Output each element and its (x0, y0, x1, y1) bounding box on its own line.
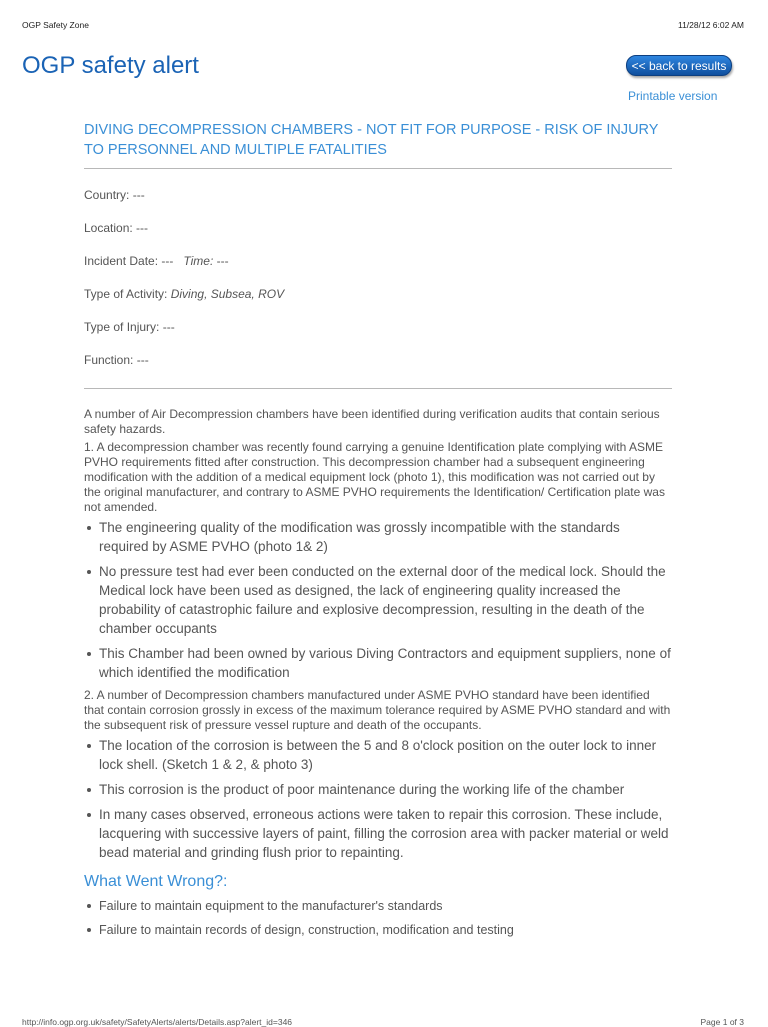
print-footer (22, 1017, 744, 1027)
field-country (84, 188, 672, 221)
list-item: Failure to maintain records of design, construction, modification and testing (84, 922, 672, 938)
finding-2-list (84, 736, 672, 862)
print-header (22, 20, 744, 30)
finding-2-paragraph: 2. A number of Decompression chambers manufactured under ASME PVHO standard have been identified that contain corrosion grossly in excess of the maximum tolerance required by ASME PVHO standard and with the subsequent risk of pressure vessel rupture and death of the occupants. (84, 688, 671, 732)
list-item: No pressure test had ever been conducted on the external door of the medical lock. Should the Medical lock have been used as designed, the lack of engineering quality increased the probability of catastrophic failure and explosive decompression, resulting in the death of the chamber occupants (84, 562, 672, 638)
list-item: This corrosion is the product of poor maintenance during the working life of the chamber (84, 780, 672, 799)
list-item: This Chamber had been owned by various Diving Contractors and equipment suppliers, none of which identified the modification (84, 644, 672, 682)
field-label: Time: (183, 254, 214, 268)
field-value: --- (136, 353, 149, 367)
field-activity (84, 287, 672, 320)
list-item: The engineering quality of the modification was grossly incompatible with the standards required by ASME PVHO (photo 1& 2) (84, 518, 672, 556)
what-went-wrong-list (84, 898, 672, 938)
print-header-datetime: 11/28/12 6:02 AM (677, 20, 744, 30)
field-value: --- (162, 320, 175, 334)
field-location (84, 221, 672, 254)
finding-1-list (84, 518, 672, 682)
field-value: --- (136, 221, 149, 235)
field-incident-date (84, 254, 672, 287)
field-label: Function: (84, 353, 134, 367)
field-value: --- (132, 188, 145, 202)
field-label: Type of Activity: (84, 287, 168, 301)
back-to-results-button[interactable]: << back to results (626, 55, 732, 76)
field-label: Country: (84, 188, 130, 202)
incident-fields (84, 188, 672, 386)
finding-1-paragraph: 1. A decompression chamber was recently found carrying a genuine Identification plate complying with ASME PVHO requirements fitted after construction. This decompression chamber had a subsequent engineering modification with the addition of a medical equipment lock (photo 1), this modification was not carried out by the original manufacturer, and contrary to ASME PVHO requirements the Identification/ Certification plate was not amended. (84, 440, 665, 514)
print-footer-url: http://info.ogp.org.uk/safety/SafetyAlerts/alerts/Details.asp?alert_id=346 (22, 1017, 293, 1027)
field-label: Incident Date: (84, 254, 159, 268)
alert-title: DIVING DECOMPRESSION CHAMBERS - NOT FIT FOR PURPOSE - RISK OF INJURY TO PERSONNEL AND MULTIPLE FATALITIES (84, 122, 659, 158)
list-item: Failure to maintain equipment to the manufacturer's standards (84, 898, 672, 914)
list-item: In many cases observed, erroneous actions were taken to repair this corrosion. These include, lacquering with successive layers of paint, filling the corrosion area with packer material or weld bead material and grinding flush prior to repainting. (84, 805, 672, 862)
page-title: OGP safety alert (22, 52, 199, 79)
print-footer-page: Page 1 of 3 (700, 1017, 744, 1027)
intro-paragraph: A number of Air Decompression chambers have been identified during verification audits that contain serious safety hazards. (84, 407, 660, 436)
field-function (84, 353, 672, 386)
field-injury (84, 320, 672, 353)
field-label: Location: (84, 221, 133, 235)
divider (84, 168, 672, 169)
what-went-wrong-heading: What Went Wrong?: (84, 873, 228, 890)
field-label: Type of Injury: (84, 320, 160, 334)
list-item: The location of the corrosion is between the 5 and 8 o'clock position on the outer lock to inner lock shell. (Sketch 1 & 2, & photo 3) (84, 736, 672, 774)
field-value: --- (161, 254, 174, 268)
alert-content (84, 120, 672, 946)
field-value: Diving, Subsea, ROV (170, 287, 285, 301)
divider (84, 388, 672, 389)
printable-version-link[interactable]: Printable version (628, 89, 718, 103)
field-value: --- (216, 254, 229, 268)
print-header-site: OGP Safety Zone (22, 20, 89, 30)
